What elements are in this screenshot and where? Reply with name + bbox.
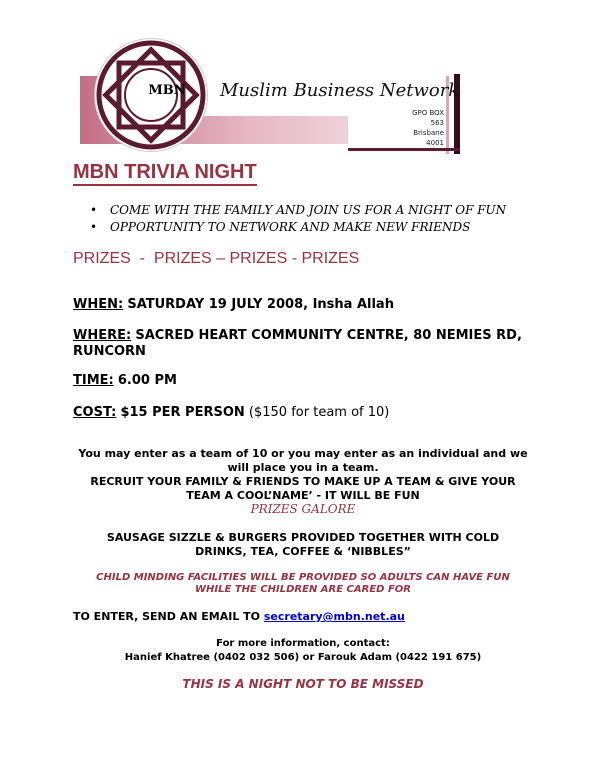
team-text-line: You may enter as a team of 10 or you may enter as an individual and we	[78, 447, 528, 460]
prizes-heading: PRIZES - PRIZES – PRIZES - PRIZES	[73, 250, 360, 267]
when-value: SATURDAY 19 JULY 2008, Insha Allah	[127, 297, 394, 312]
time-label: TIME:	[73, 373, 114, 388]
team-text-line: RECRUIT YOUR FAMILY & FRIENDS TO MAKE UP A TEAM & GIVE YOUR	[90, 475, 516, 488]
team-info	[60, 447, 546, 503]
team-text-line: TEAM A COOL’NAME’ - IT WILL BE FUN	[186, 489, 420, 502]
email-link[interactable]: secretary@mbn.net.au	[263, 610, 405, 623]
address-line: Brisbane	[413, 129, 444, 137]
mbn-logo	[80, 38, 460, 154]
address-line: GPO BOX 563	[412, 109, 444, 127]
where-value-line2: RUNCORN	[73, 344, 146, 359]
food-info	[60, 531, 546, 559]
bullet-item: • COME WITH THE FAMILY AND JOIN US FOR A NIGHT OF FUN	[90, 202, 506, 219]
contact-line: Hanief Khatree (0402 032 506) or Farouk Adam (0422 191 675)	[124, 652, 482, 663]
contact-info	[60, 637, 546, 665]
intro-bullets	[90, 202, 506, 236]
where-value: SACRED HEART COMMUNITY CENTRE, 80 NEMIES RD,	[135, 328, 522, 343]
where-line	[73, 328, 522, 360]
time-value: 6.00 PM	[117, 373, 177, 388]
contact-line: For more information, contact:	[216, 638, 390, 649]
child-text-line: CHILD MINDING FACILITIES WILL BE PROVIDED SO ADULTS CAN HAVE FUN	[96, 572, 510, 583]
food-text-line: DRINKS, TEA, COFFEE & ‘NIBBLES”	[195, 545, 411, 558]
enter-text: TO ENTER, SEND AN EMAIL TO	[73, 610, 264, 623]
logo-address	[398, 108, 444, 148]
enter-line	[73, 610, 405, 623]
logo-emblem	[94, 38, 208, 152]
cost-line	[73, 405, 389, 421]
cost-team-note: ($150 for team of 10)	[248, 405, 390, 420]
page-title: MBN TRIVIA NIGHT	[73, 160, 257, 186]
when-label: WHEN:	[73, 297, 124, 312]
closing-line: THIS IS A NIGHT NOT TO BE MISSED	[182, 677, 424, 691]
bullet-item: • OPPORTUNITY TO NETWORK AND MAKE NEW FRIENDS	[90, 219, 506, 236]
logo-bottom-rule	[348, 148, 460, 151]
child-text-line: WHILE THE CHILDREN ARE CARED FOR	[195, 584, 411, 595]
time-line	[73, 373, 177, 389]
address-line: 4001	[426, 139, 444, 147]
child-minding-info	[60, 572, 546, 596]
where-label: WHERE:	[73, 328, 132, 343]
prizes-galore: PRIZES GALORE	[250, 502, 356, 516]
cost-value: $15 PER PERSON	[120, 405, 245, 420]
logo-org-name: Muslim Business Network	[220, 80, 460, 101]
team-text-line: will place you in a team.	[227, 461, 379, 474]
cost-label: COST:	[73, 405, 117, 420]
when-line	[73, 297, 394, 313]
food-text-line: SAUSAGE SIZZLE & BURGERS PROVIDED TOGETHER WITH COLD	[106, 531, 500, 544]
logo-initials: MBN	[148, 83, 186, 98]
